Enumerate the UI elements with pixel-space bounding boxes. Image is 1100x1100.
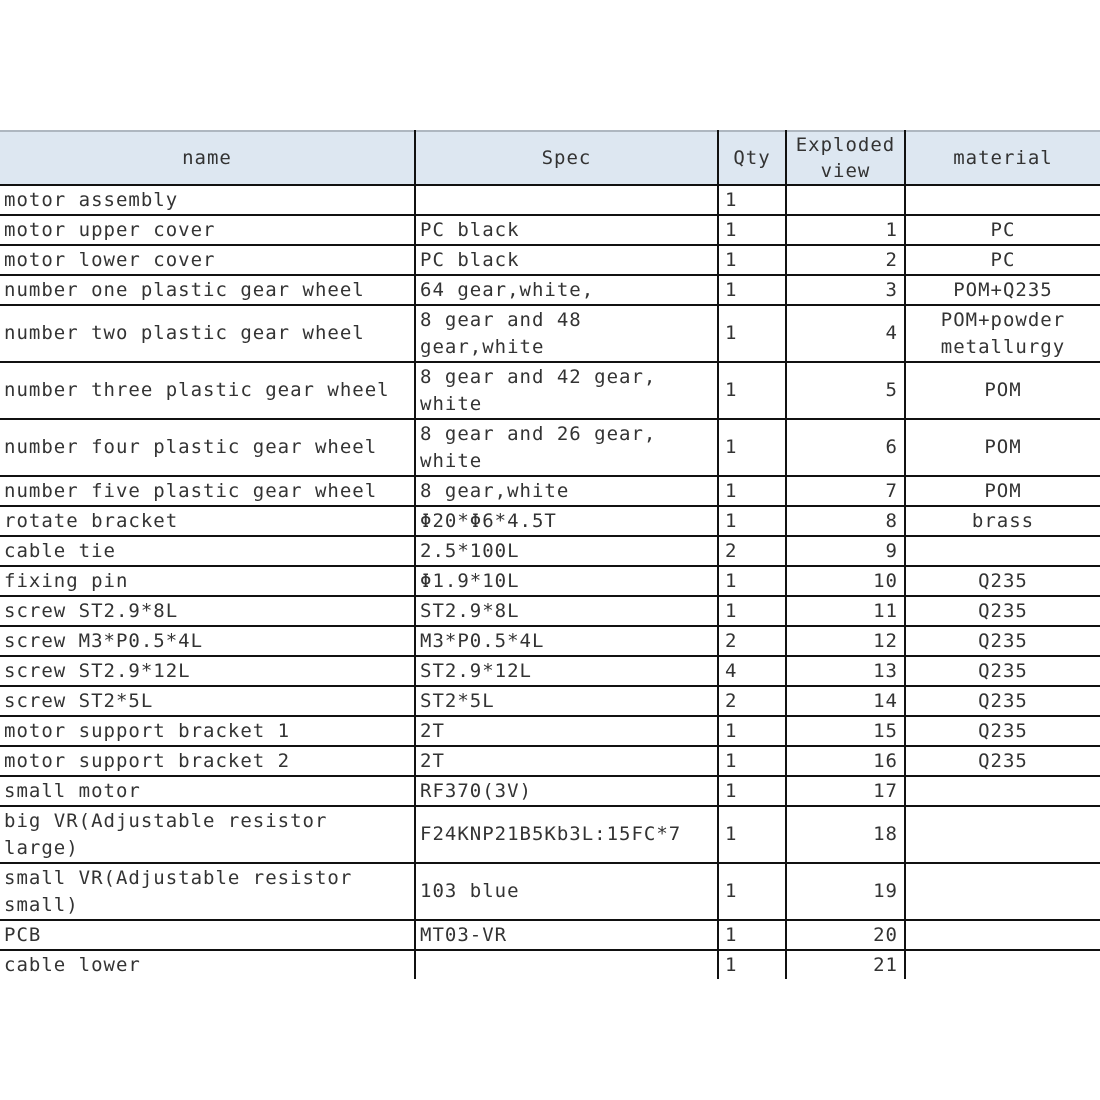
cell-spec: 2.5*100L	[415, 536, 718, 566]
cell-exploded-view: 9	[786, 536, 905, 566]
table-row	[0, 686, 1100, 716]
cell-material: Q235	[905, 746, 1100, 776]
table-row	[0, 626, 1100, 656]
cell-spec: 8 gear and 48 gear,white	[415, 305, 718, 362]
table-row	[0, 419, 1100, 476]
table-row	[0, 596, 1100, 626]
cell-material	[905, 185, 1100, 215]
table-body	[0, 185, 1100, 979]
cell-spec: 64 gear,white,	[415, 275, 718, 305]
cell-qty: 1	[718, 419, 786, 476]
cell-material: PC	[905, 245, 1100, 275]
table-row	[0, 716, 1100, 746]
cell-qty: 1	[718, 863, 786, 920]
cell-exploded-view: 6	[786, 419, 905, 476]
table-row	[0, 275, 1100, 305]
cell-material: Q235	[905, 566, 1100, 596]
cell-material	[905, 536, 1100, 566]
cell-name: motor support bracket 2	[0, 746, 415, 776]
cell-qty: 1	[718, 746, 786, 776]
header-spec: Spec	[415, 131, 718, 185]
table-row	[0, 506, 1100, 536]
cell-exploded-view: 3	[786, 275, 905, 305]
table-row	[0, 536, 1100, 566]
cell-exploded-view: 16	[786, 746, 905, 776]
cell-material: POM+Q235	[905, 275, 1100, 305]
cell-spec: 2T	[415, 746, 718, 776]
cell-name: screw M3*P0.5*4L	[0, 626, 415, 656]
cell-exploded-view: 15	[786, 716, 905, 746]
cell-name: screw ST2.9*12L	[0, 656, 415, 686]
table-row	[0, 185, 1100, 215]
cell-qty: 1	[718, 806, 786, 863]
cell-qty: 1	[718, 950, 786, 979]
cell-spec	[415, 185, 718, 215]
cell-name: screw ST2*5L	[0, 686, 415, 716]
cell-spec: F24KNP21B5Kb3L:15FC*7	[415, 806, 718, 863]
cell-spec: 8 gear and 42 gear, white	[415, 362, 718, 419]
cell-qty: 1	[718, 596, 786, 626]
cell-exploded-view: 11	[786, 596, 905, 626]
cell-name: motor upper cover	[0, 215, 415, 245]
cell-name: motor support bracket 1	[0, 716, 415, 746]
cell-material: Q235	[905, 716, 1100, 746]
cell-name: number four plastic gear wheel	[0, 419, 415, 476]
table-header	[0, 131, 1100, 185]
cell-qty: 2	[718, 686, 786, 716]
cell-material: brass	[905, 506, 1100, 536]
cell-spec: M3*P0.5*4L	[415, 626, 718, 656]
cell-spec: Φ1.9*10L	[415, 566, 718, 596]
cell-name: small VR(Adjustable resistor small)	[0, 863, 415, 920]
cell-exploded-view: 20	[786, 920, 905, 950]
cell-spec: 8 gear and 26 gear, white	[415, 419, 718, 476]
cell-qty: 1	[718, 275, 786, 305]
cell-material	[905, 863, 1100, 920]
cell-name: fixing pin	[0, 566, 415, 596]
cell-spec: ST2.9*12L	[415, 656, 718, 686]
cell-qty: 1	[718, 362, 786, 419]
table-row	[0, 215, 1100, 245]
cell-spec: ST2*5L	[415, 686, 718, 716]
cell-name: number five plastic gear wheel	[0, 476, 415, 506]
cell-name: number three plastic gear wheel	[0, 362, 415, 419]
cell-material: Q235	[905, 686, 1100, 716]
cell-exploded-view: 18	[786, 806, 905, 863]
cell-qty: 1	[718, 920, 786, 950]
table-row	[0, 806, 1100, 863]
parts-table	[0, 130, 1100, 979]
cell-exploded-view: 2	[786, 245, 905, 275]
cell-qty: 1	[718, 506, 786, 536]
cell-spec: PC black	[415, 215, 718, 245]
cell-qty: 2	[718, 536, 786, 566]
cell-qty: 1	[718, 305, 786, 362]
cell-material	[905, 776, 1100, 806]
cell-exploded-view: 5	[786, 362, 905, 419]
cell-exploded-view: 17	[786, 776, 905, 806]
cell-spec: ST2.9*8L	[415, 596, 718, 626]
cell-spec: PC black	[415, 245, 718, 275]
cell-exploded-view: 13	[786, 656, 905, 686]
table-row	[0, 566, 1100, 596]
cell-qty: 1	[718, 185, 786, 215]
cell-material: Q235	[905, 656, 1100, 686]
parts-list	[0, 130, 1100, 979]
table-row	[0, 920, 1100, 950]
cell-spec	[415, 950, 718, 979]
cell-qty: 1	[718, 245, 786, 275]
cell-exploded-view: 7	[786, 476, 905, 506]
cell-material: POM	[905, 419, 1100, 476]
cell-material: Q235	[905, 596, 1100, 626]
cell-qty: 4	[718, 656, 786, 686]
cell-material	[905, 950, 1100, 979]
cell-name: small motor	[0, 776, 415, 806]
cell-material: POM	[905, 476, 1100, 506]
cell-exploded-view: 12	[786, 626, 905, 656]
cell-name: number one plastic gear wheel	[0, 275, 415, 305]
cell-qty: 1	[718, 476, 786, 506]
cell-material: Q235	[905, 626, 1100, 656]
cell-qty: 1	[718, 776, 786, 806]
header-row	[0, 131, 1100, 185]
table-row	[0, 305, 1100, 362]
cell-exploded-view: 14	[786, 686, 905, 716]
cell-material	[905, 806, 1100, 863]
cell-spec: 8 gear,white	[415, 476, 718, 506]
cell-exploded-view: 21	[786, 950, 905, 979]
cell-exploded-view: 8	[786, 506, 905, 536]
table-row	[0, 746, 1100, 776]
cell-material: POM+powder metallurgy	[905, 305, 1100, 362]
table-row	[0, 476, 1100, 506]
cell-exploded-view: 10	[786, 566, 905, 596]
header-exploded-view: Exploded view	[786, 131, 905, 185]
cell-spec: Φ20*Φ6*4.5T	[415, 506, 718, 536]
cell-name: rotate bracket	[0, 506, 415, 536]
cell-spec: MT03-VR	[415, 920, 718, 950]
cell-name: PCB	[0, 920, 415, 950]
table-row	[0, 245, 1100, 275]
cell-name: motor lower cover	[0, 245, 415, 275]
cell-spec: 103 blue	[415, 863, 718, 920]
cell-exploded-view: 4	[786, 305, 905, 362]
header-material: material	[905, 131, 1100, 185]
cell-name: number two plastic gear wheel	[0, 305, 415, 362]
cell-qty: 1	[718, 716, 786, 746]
table-row	[0, 776, 1100, 806]
table-row	[0, 362, 1100, 419]
cell-material: PC	[905, 215, 1100, 245]
cell-qty: 1	[718, 566, 786, 596]
cell-spec: 2T	[415, 716, 718, 746]
cell-exploded-view: 19	[786, 863, 905, 920]
cell-material: POM	[905, 362, 1100, 419]
header-name: name	[0, 131, 415, 185]
cell-spec: RF370(3V)	[415, 776, 718, 806]
cell-name: motor assembly	[0, 185, 415, 215]
table-row	[0, 950, 1100, 979]
header-qty: Qty	[718, 131, 786, 185]
cell-material	[905, 920, 1100, 950]
cell-qty: 1	[718, 215, 786, 245]
cell-name: cable lower	[0, 950, 415, 979]
cell-name: cable tie	[0, 536, 415, 566]
cell-exploded-view: 1	[786, 215, 905, 245]
cell-exploded-view	[786, 185, 905, 215]
table-row	[0, 656, 1100, 686]
cell-name: big VR(Adjustable resistor large)	[0, 806, 415, 863]
cell-qty: 2	[718, 626, 786, 656]
cell-name: screw ST2.9*8L	[0, 596, 415, 626]
table-row	[0, 863, 1100, 920]
